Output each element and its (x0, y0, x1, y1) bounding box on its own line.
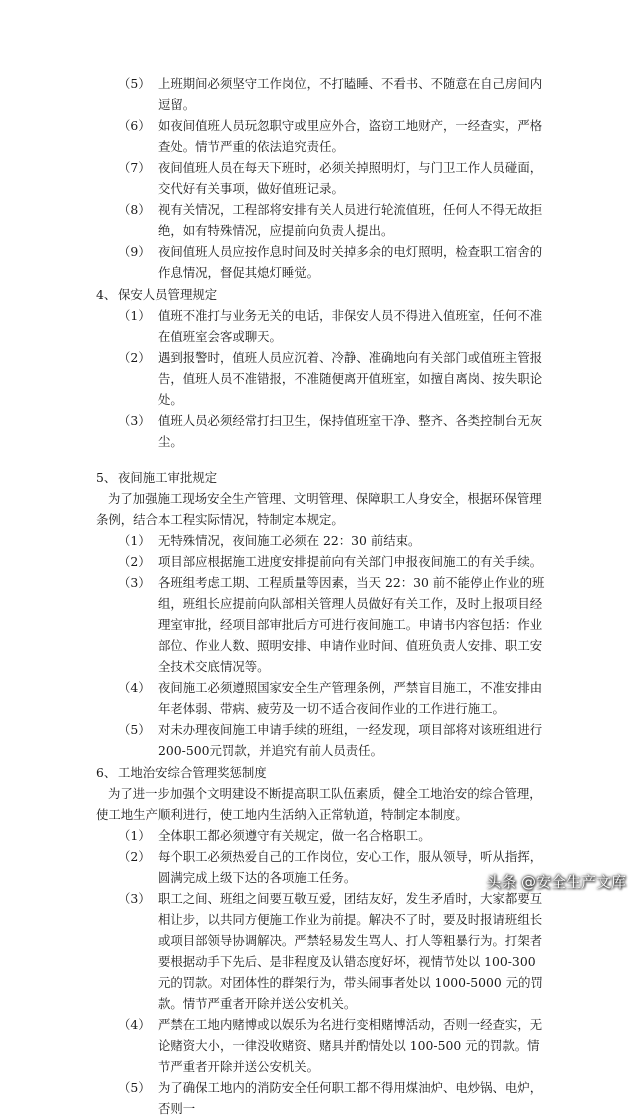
section-number: 5、 (96, 470, 117, 485)
night-duty-items (96, 73, 551, 283)
item-number: （5） (118, 76, 151, 91)
item-text: 职工之间、班组之间要互敬互爱，团结友好，发生矛盾时，大家都要互相让步，以共同方便施工作业为前提。解决不了时，要及时报请班组长或项目部领导协调解决。严禁轻易发生骂人、打人等粗暴行为。打架者要根据动手下先后、是非程度及认错态度好坏，视情节处以 100-300 元的罚款。对团体性的群架行为，带头闹事者处以 1000-5000 元的罚款。情节严重者开除并送公安机关。 (158, 891, 543, 1011)
item-text: 夜间施工必须遵照国家安全生产管理条例，严禁盲目施工，不准安排由年老体弱、带病、疲劳及一切不适合夜间作业的工作进行施工。 (158, 680, 543, 716)
list-item (96, 241, 551, 283)
item-text: 对未办理夜间施工申请手续的班组，一经发现，项目部将对该班组进行 200-500元罚款，并追究有前人员责任。 (158, 722, 543, 758)
item-text: 严禁在工地内赌博或以娱乐为名进行变相赌博活动，否则一经查实，无论赌资大小，一律没收赌资、赌具并酌情处以 100-500 元的罚款。情节严重者开除并送公安机关。 (158, 1017, 543, 1074)
list-item (96, 1077, 551, 1119)
section-number: 4、 (96, 287, 117, 302)
section-6-heading (96, 762, 551, 783)
section-title: 工地治安综合管理奖惩制度 (118, 765, 267, 780)
item-text: 遇到报警时，值班人员应沉着、冷静、准确地向有关部门或值班主管报告，值班人员不准错报，不准随便离开值班室，如擅自离岗、按失职论处。 (158, 350, 543, 407)
list-item (96, 157, 551, 199)
watermark-text: 头条 @安全生产文库 (486, 873, 626, 891)
list-item (96, 347, 551, 410)
list-item (96, 719, 551, 761)
section-title: 保安人员管理规定 (118, 287, 218, 302)
item-number: （7） (118, 160, 151, 175)
list-item (96, 551, 551, 572)
item-text: 视有关情况，工程部将安排有关人员进行轮流值班，任何人不得无故拒绝，如有特殊情况，应提前向负责人提出。 (158, 202, 543, 238)
item-text: 上班期间必须坚守工作岗位，不打瞌睡、不看书、不随意在自己房间内逗留。 (158, 76, 543, 112)
list-item (96, 410, 551, 452)
document-body (96, 73, 551, 1119)
item-text: 夜间值班人员在每天下班时，必须关掉照明灯，与门卫工作人员碰面，交代好有关事项，做好值班记录。 (158, 160, 543, 196)
list-item (96, 846, 551, 888)
item-number: （2） (118, 350, 151, 365)
item-number: （1） (118, 308, 151, 323)
section-5-intro: 为了加强施工现场安全生产管理、文明管理、保障职工人身安全，根据环保管理条例，结合本工程实际情况，特制定本规定。 (96, 491, 542, 527)
item-number: （2） (118, 849, 151, 864)
item-text: 为了确保工地内的消防安全任何职工都不得用煤油炉、电炒锅、电炉，否则一 (158, 1080, 543, 1116)
item-text: 项目部应根据施工进度安排提前向有关部门申报夜间施工的有关手续。 (158, 554, 543, 569)
list-item (96, 825, 551, 846)
item-number: （5） (118, 1080, 151, 1095)
section-title: 夜间施工审批规定 (118, 470, 218, 485)
item-number: （3） (118, 575, 151, 590)
list-item (96, 677, 551, 719)
item-text: 值班不准打与业务无关的电话，非保安人员不得进入值班室，任何不准在值班室会客或聊天。 (158, 308, 543, 344)
item-text: 如夜间值班人员玩忽职守或里应外合，盗窃工地财产，一经查实，严格查处。情节严重的依法追究责任。 (158, 118, 543, 154)
list-item (96, 888, 551, 1014)
item-number: （2） (118, 554, 151, 569)
section-4-heading (96, 284, 551, 305)
item-number: （9） (118, 244, 151, 259)
item-text: 各班组考虑工期、工程质量等因素，当天 22：30 前不能停止作业的班组，班组长应提前向队部相关管理人员做好有关工作，及时上报项目经理室审批，经项目部审批后方可进行夜间施工。申请书内容包括：作业部位、作业人数、照明安排、申请作业时间、值班负责人安排、职工安全技术交底情况等。 (158, 575, 545, 674)
item-text: 每个职工必须热爱自己的工作岗位，安心工作，服从领导，听从指挥，圆满完成上级下达的各项施工任务。 (158, 849, 543, 885)
section-6-items (96, 825, 551, 1119)
item-number: （1） (118, 828, 151, 843)
item-number: （4） (118, 1017, 151, 1032)
section-4-items (96, 305, 551, 452)
section-5-items (96, 530, 551, 761)
item-number: （3） (118, 413, 151, 428)
list-item (96, 73, 551, 115)
section-number: 6、 (96, 765, 117, 780)
item-number: （1） (118, 533, 151, 548)
list-item (96, 199, 551, 241)
item-number: （5） (118, 722, 151, 737)
section-5-heading (96, 467, 551, 488)
item-number: （6） (118, 118, 151, 133)
item-number: （8） (118, 202, 151, 217)
list-item (96, 115, 551, 157)
item-number: （4） (118, 680, 151, 695)
item-text: 全体职工都必须遵守有关规定，做一名合格职工。 (158, 828, 431, 843)
list-item (96, 305, 551, 347)
list-item (96, 530, 551, 551)
item-text: 夜间值班人员应按作息时间及时关掉多余的电灯照明，检查职工宿舍的作息情况，督促其熄灯睡觉。 (158, 244, 543, 280)
item-text: 无特殊情况，夜间施工必须在 22：30 前结束。 (158, 533, 421, 548)
section-6-intro: 为了进一步加强个文明建设不断提高职工队伍素质，健全工地治安的综合管理，使工地生产顺利进行，使工地内生活纳入正常轨道，特制定本制度。 (96, 786, 542, 822)
list-item (96, 1014, 551, 1077)
list-item (96, 572, 551, 677)
item-number: （3） (118, 891, 151, 906)
item-text: 值班人员必须经常打扫卫生，保持值班室干净、整齐、各类控制台无灰尘。 (158, 413, 543, 449)
